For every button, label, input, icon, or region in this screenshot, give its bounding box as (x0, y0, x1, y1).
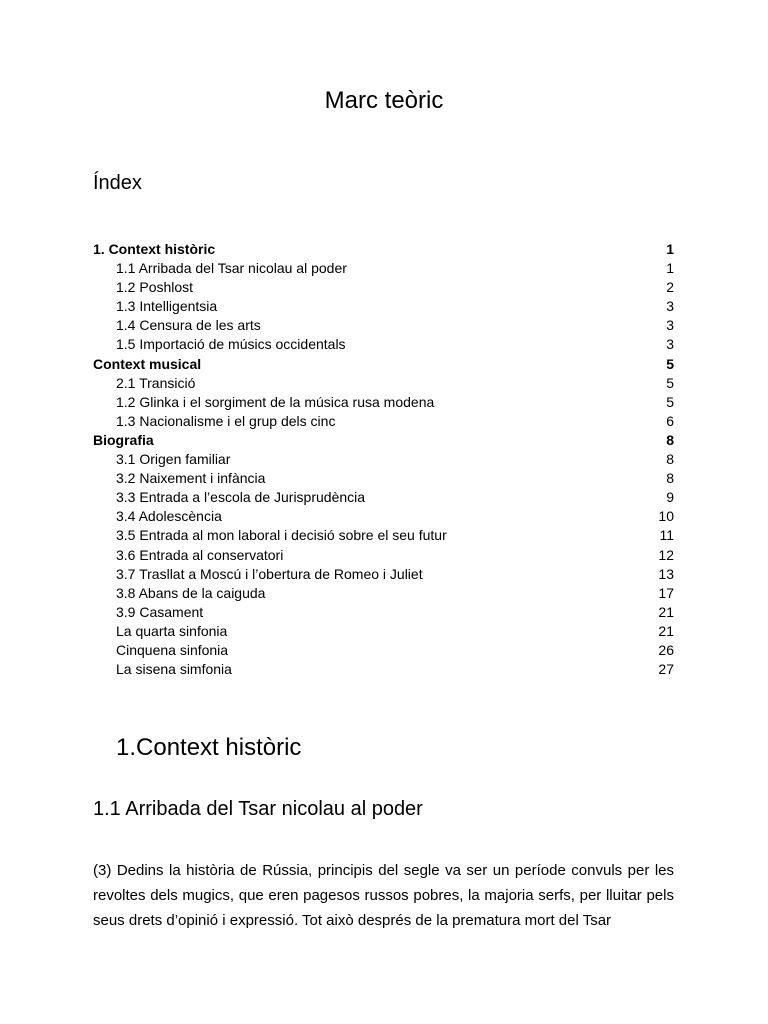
toc-entry-page-number: 8 (666, 470, 674, 487)
toc-entry-page-number: 8 (666, 431, 674, 448)
toc-entry-page-number: 8 (666, 451, 674, 468)
toc-entry-page-number: 10 (658, 508, 674, 525)
toc-entry-page-number: 27 (658, 661, 674, 678)
toc-entry-label: 1.2 Poshlost (116, 279, 194, 296)
toc-entry-label: Context musical (93, 355, 202, 372)
toc-entry-page-number: 6 (666, 412, 674, 429)
toc-entry[interactable] (93, 431, 674, 450)
toc-entry[interactable] (93, 546, 674, 565)
toc-entry[interactable] (93, 450, 674, 469)
toc-entry-page-number: 3 (666, 317, 674, 334)
toc-entry-label: La quarta sinfonia (116, 622, 228, 639)
toc-entry[interactable] (93, 278, 674, 297)
table-of-contents (93, 240, 674, 679)
toc-entry[interactable] (93, 660, 674, 679)
toc-entry-label: 1.2 Glinka i el sorgiment de la música rusa modena (116, 393, 435, 410)
toc-entry-page-number: 1 (666, 260, 674, 277)
toc-entry-label: 1.3 Nacionalisme i el grup dels cinc (116, 412, 336, 429)
toc-entry-label: 2.1 Transició (116, 374, 196, 391)
toc-entry-page-number: 5 (666, 393, 674, 410)
toc-entry-label: 3.1 Origen familiar (116, 451, 231, 468)
toc-entry[interactable] (93, 297, 674, 316)
toc-entry-page-number: 17 (658, 584, 674, 601)
toc-entry-page-number: 1 (666, 241, 674, 257)
toc-entry[interactable] (93, 641, 674, 660)
toc-entry-label: La sisena simfonia (116, 661, 232, 678)
toc-entry[interactable] (93, 526, 674, 545)
toc-entry-label: 1.4 Censura de les arts (116, 317, 261, 334)
toc-entry-label: 3.7 Trasllat a Moscú i l’obertura de Romeo i Juliet (116, 565, 423, 582)
toc-entry-label: 1.5 Importació de músics occidentals (116, 336, 346, 353)
toc-entry[interactable] (93, 603, 674, 622)
toc-entry-page-number: 5 (666, 355, 674, 372)
toc-entry[interactable] (93, 240, 674, 259)
toc-entry-page-number: 3 (666, 298, 674, 315)
toc-entry-page-number: 11 (659, 527, 674, 544)
toc-entry-label: Cinquena sinfonia (116, 641, 229, 658)
toc-entry[interactable] (93, 355, 674, 374)
toc-entry[interactable] (93, 316, 674, 335)
toc-entry-label: 1.1 Arribada del Tsar nicolau al poder (116, 260, 347, 277)
toc-entry[interactable] (93, 412, 674, 431)
toc-entry-label: 1. Context històric (93, 241, 216, 257)
toc-entry-page-number: 12 (658, 546, 674, 563)
toc-entry-label: 3.4 Adolescència (116, 508, 222, 525)
toc-entry-label: 3.5 Entrada al mon laboral i decisió sobre el seu futur (116, 527, 447, 544)
toc-entry-page-number: 9 (666, 489, 674, 506)
body-paragraph: (3) Dedins la història de Rússia, principis del segle va ser un període convuls per les revoltes dels mugics, que eren pagesos russos pobres, la majoria serfs, per lluitar pels seus drets d’opinió i expressió. Tot això després de la prematura mort del Tsar (93, 862, 674, 929)
toc-entry[interactable] (93, 469, 674, 488)
toc-entry[interactable] (93, 259, 674, 278)
section-heading: 1.Context històric (116, 734, 302, 761)
toc-entry[interactable] (93, 584, 674, 603)
toc-entry-page-number: 5 (666, 374, 674, 391)
index-heading: Índex (93, 172, 142, 194)
toc-entry[interactable] (93, 335, 674, 354)
toc-entry[interactable] (93, 393, 674, 412)
toc-entry-page-number: 21 (658, 603, 674, 620)
toc-entry-label: 3.2 Naixement i infància (116, 470, 266, 487)
toc-entry[interactable] (93, 622, 674, 641)
toc-entry-page-number: 26 (658, 641, 674, 658)
toc-entry-page-number: 3 (666, 336, 674, 353)
toc-entry-page-number: 13 (658, 565, 674, 582)
toc-entry-label: Biografia (93, 431, 154, 448)
toc-entry[interactable] (93, 488, 674, 507)
toc-entry-label: 3.9 Casament (116, 603, 204, 620)
subsection-heading: 1.1 Arribada del Tsar nicolau al poder (93, 798, 423, 820)
toc-entry[interactable] (93, 374, 674, 393)
toc-entry-label: 3.6 Entrada al conservatori (116, 546, 284, 563)
toc-entry-label: 3.3 Entrada a l’escola de Jurisprudència (116, 489, 366, 506)
document-title: Marc teòric (324, 87, 444, 114)
toc-entry-label: 1.3 Intelligentsia (116, 298, 218, 315)
toc-entry-label: 3.8 Abans de la caiguda (116, 584, 266, 601)
toc-entry[interactable] (93, 565, 674, 584)
toc-entry-page-number: 2 (666, 279, 674, 296)
toc-entry-page-number: 21 (658, 622, 674, 639)
toc-entry[interactable] (93, 507, 674, 526)
